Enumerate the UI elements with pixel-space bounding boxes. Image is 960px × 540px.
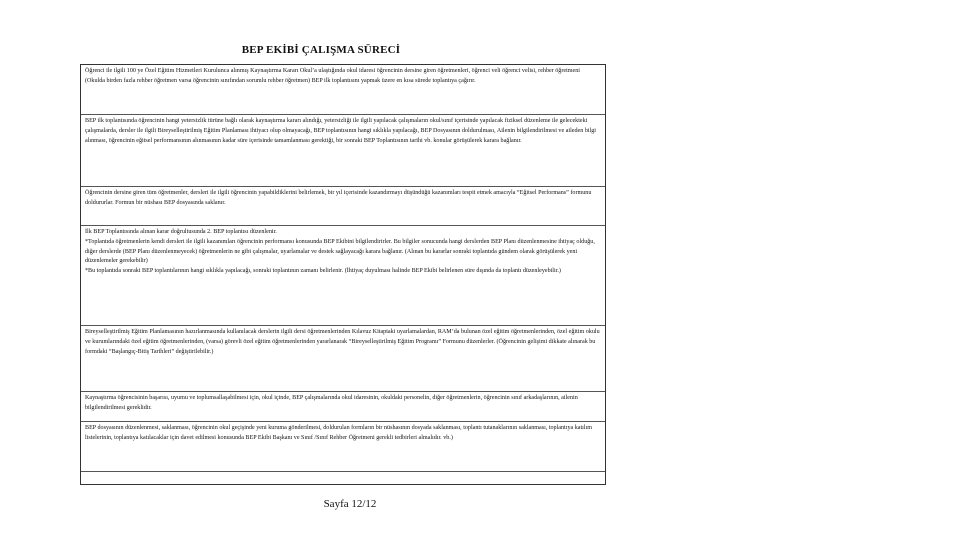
table-row-empty (81, 472, 605, 484)
row-text: Kaynaştırma öğrencisinin başarısı, uyumu ve toplumsallaşabilmesi için, okul içinde, BEP çalışmalarında okul idaresinin, okuldaki personelin, diğer öğretmenlerin, öğrencinin sınıf arkadaşlarının, ailenin bilgilendirilmesi gereklidir. (85, 395, 578, 411)
page-number: Sayfa 12/12 (323, 498, 377, 510)
table-row (81, 115, 605, 187)
table-row (81, 422, 605, 472)
row-text: BEP ilk toplantısında öğrencinin hangi yetersizlik türüne bağlı olarak kaynaştırma kararı alındığı, yetersizliği ile ilgili yapılacak çalışmaların okul/sınıf içerisinde yapılacak fiziksel düzenleme ile gelecekteki çalışmalarda, dersler ile ilgili Bireyselleştirilmiş Eğitim Planlaması ihtiyacı olup olmayacağı, BEP toplantısının hangi sıklıkla yapılacağı, BEP Dosyasının doldurulması, Ailenin bilgilendirilmesi ve aileden bilgi alınması, öğrencinin eğitsel performansının alınmasının kadar süre içerisinde tamamlanması gerektiği, bir sonraki BEP Toplantısının tarihi vb. konular görüşülerek karara bağlanır. (85, 118, 596, 144)
table-row (81, 187, 605, 226)
table-row (81, 65, 605, 115)
row-text: *Toplantıda öğretmenlerin kendi dersleri ile ilgili kazanımları öğrencinin performansı konusunda BEP Ekibini bilgilendirirler. Bu bilgiler sonucunda hangi derslerden BEP Planı düzenlenmesine ihtiyaç olduğu, diğer derslerde (BEP Planı düzenlenmeyecek) öğretmenlerin ne gibi çalışmalar, uyarlamalar ve destek sağlayacağı karara bağlanır. (Alınan bu kararlar sonraki toplantıda gündem olarak görüşülerek yeni düzenlemeler gerekebilir) (85, 238, 595, 265)
row-text: Öğrenci ile ilgili 100 ye Özel Eğitim Hizmetleri Kurulunca alınmış Kaynaştırma Kararı Okul’a ulaştığında okul idaresi öğrencinin dersine giren öğretmenleri, öğrenci veli öğrenci velisi, rehber öğretmeni (Okulda birden fazla rehber öğretmen varsa öğrencinin sınıfından sorumlu rehber öğretmen) BEP ilk toplantısını yapmak üzere en kısa sürede toplantıya çağırır. (85, 68, 580, 84)
row-text: İlk BEP Toplantısında alınan karar doğrultusunda 2. BEP toplantısı düzenlenir. (85, 229, 277, 235)
page-title: BEP EKİBİ ÇALIŞMA SÜRECİ (241, 44, 401, 56)
row-text: Bireyselleştirilmiş Eğitim Planlamasının hazırlanmasında kullanılacak derslerin ilgili dersi öğretmenlerinden Kılavuz Kitaptaki uyarlamalardan, RAM’da bulunan özel eğitim öğretmenlerinden, özel eğitim okulu ve kurumlarındaki özel eğitim öğretmenlerinden, (varsa) görevli özel eğitim öğretmenlerinden yararlanarak “Bireyselleştirilmiş Eğitim Programı” Formunu düzenlerler. (Öğrencinin gelişimi dikkate alınarak bu formdaki “Başlangıç-Bitiş Tarihleri” değiştirilebilir.) (85, 329, 600, 355)
row-text: *Bu toplantıda sonraki BEP toplantılarının hangi sıklıkla yapılacağı, sonraki toplantının zamanı belirlenir. (İhtiyaç duyulması halinde BEP Ekibi belirlenen süre dışında da toplantı düzenleyebilir.) (85, 268, 561, 275)
table-row (81, 326, 605, 392)
table-row (81, 392, 605, 422)
row-text: BEP dosyasının düzenlenmesi, saklanması, öğrencinin okul geçişinde yeni kuruma gönderilmesi, doldurulan formların bir nüshasının dosyada saklanması, toplantı tutanaklarının saklanması, toplantıya katılım listelerinin, toplantıya katılacaklar için davet edilmesi konusunda BEP Ekibi Başkanı ve Sınıf /Sınıf Rehber Öğretmeni gerekli tedbirleri almalıdır. vb.) (85, 425, 592, 441)
table-row (81, 226, 605, 326)
row-text: Öğrencinin dersine giren tüm öğretmenler, dersleri ile ilgili öğrencinin yapabildiklerini belirlemek, bir yıl içerisinde kazandırmayı düşündüğü kazanımları tespit etmek amacıyla “Eğitsel Performans” formunu doldururlar. Formun bir nüshası BEP dosyasında saklanır. (85, 190, 592, 206)
process-table (80, 64, 606, 485)
